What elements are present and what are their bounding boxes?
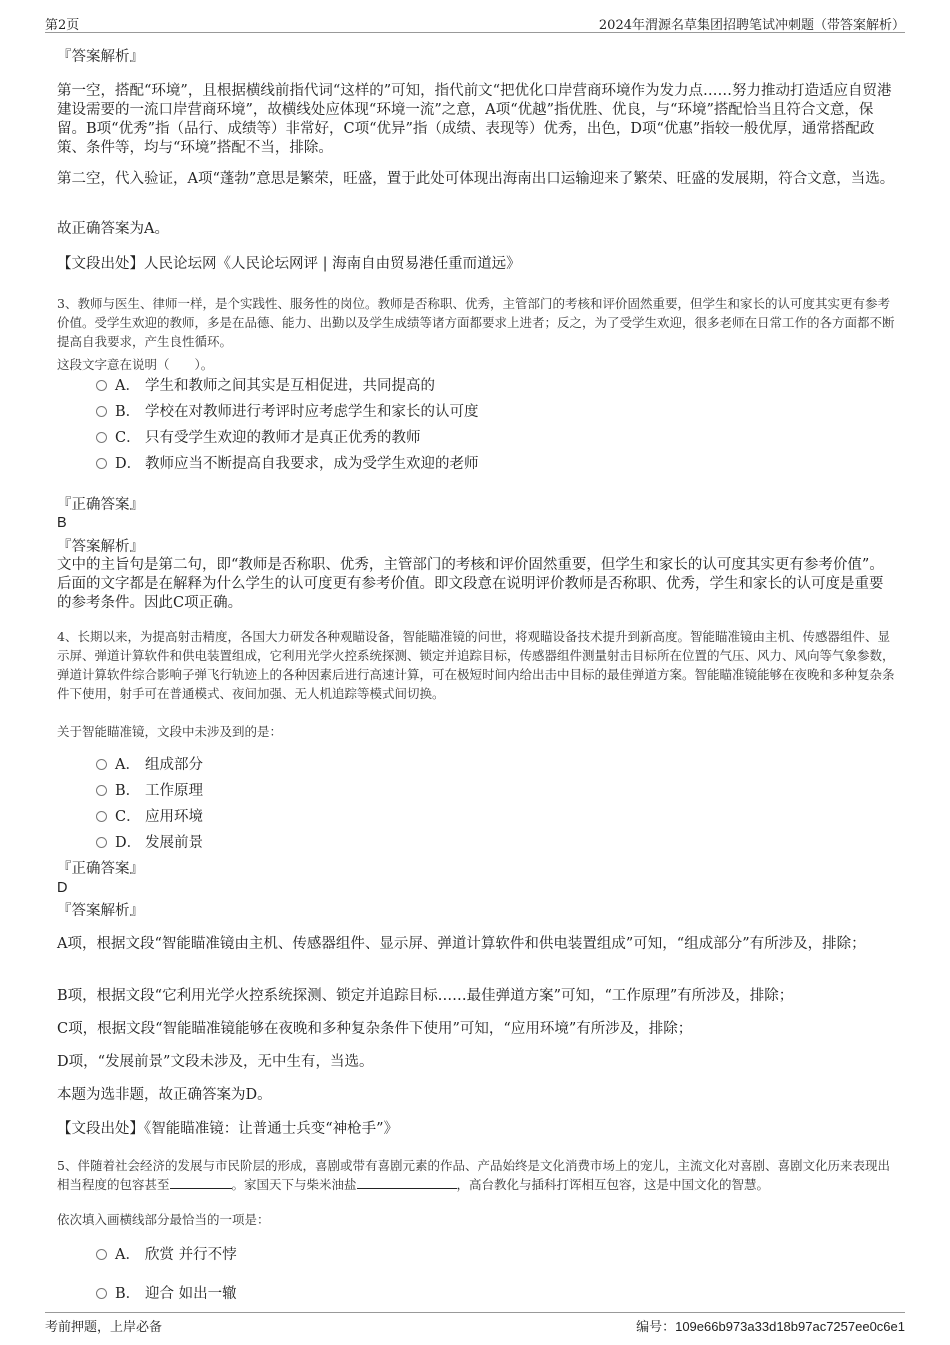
q4-question: 关于智能瞄准镜，文段中未涉及到的是：: [57, 724, 283, 739]
q4-answer: D: [57, 880, 68, 896]
q2-analysis-p1: 第一空，搭配“环境”，且根据横线前指代词“这样的”可知，指代前文“把优化口岸营商环境作为发力点……努力推动打造适应自贸港建设需要的一流口岸营商环境”，故横线处应体现“环境一流”之意，A项“优越”指优胜、优良，与“环境”搭配恰当且符合文意，保留。B项“优秀”指（品行、成绩等）非常好，C项“优异”指（成绩、表现等）优秀，出色，D项“优惠”指较一般优厚，通常搭配政策、条件等，均与“环境”搭配不当，排除。: [57, 83, 892, 156]
radio-icon[interactable]: [96, 432, 107, 443]
q3-analysis-label: 『答案解析』: [57, 539, 144, 555]
page-header: [45, 12, 905, 33]
q3-answer-label: 『正确答案』: [57, 497, 144, 513]
q4-conclusion: 本题为选非题，故正确答案为D。: [57, 1087, 272, 1103]
q4-analysis-c: C项，根据文段“智能瞄准镜能够在夜晚和多种复杂条件下使用”可知，“应用环境”有所涉及，排除；: [57, 1021, 693, 1037]
radio-icon[interactable]: [96, 458, 107, 469]
radio-icon[interactable]: [96, 759, 107, 770]
radio-icon[interactable]: [96, 380, 107, 391]
q3-answer: B: [57, 515, 67, 531]
q5-question: 依次填入画横线部分最恰当的一项是：: [57, 1212, 270, 1227]
q3-option-a[interactable]: A． 学生和教师之间其实是互相促进，共同提高的: [96, 376, 435, 396]
q2-analysis-label: 『答案解析』: [57, 49, 144, 65]
q4-option-a[interactable]: A． 组成部分: [96, 755, 203, 775]
q2-conclusion: 故正确答案为A。: [57, 221, 169, 237]
page-footer: [45, 1312, 905, 1333]
q4-source: 【文段出处】《智能瞄准镜：让普通士兵变“神枪手”》: [57, 1121, 399, 1137]
q2-source: 【文段出处】人民论坛网《人民论坛网评 | 海南自由贸易港任重而道远》: [57, 256, 521, 272]
footer-slogan: 考前押题，上岸必备: [45, 1320, 163, 1335]
q4-analysis-b: B项，根据文段“它利用光学火控系统探测、锁定并追踪目标……最佳弹道方案”可知，“工作原理”有所涉及，排除；: [57, 988, 794, 1004]
q3-analysis: 文中的主旨句是第二句，即“教师是否称职、优秀，主管部门的考核和评价固然重要，但学生和家长的认可度其实更有参考价值”。后面的文字都是在解释为什么学生的认可度更有参考价值。即文段意在说明评价教师是否称职、优秀，学生和家长的认可度是重要的参考条件。因此C项正确。: [57, 557, 884, 611]
q4-option-d[interactable]: D． 发展前景: [96, 833, 203, 853]
q5-option-a[interactable]: A． 欣赏 并行不悖: [96, 1245, 237, 1265]
q4-stem: 4、长期以来，为提高射击精度，各国大力研发各种观瞄设备，智能瞄准镜的问世，将观瞄设备技术提升到新高度。智能瞄准镜由主机、传感器组件、显示屏、弹道计算软件和供电装置组成，它利用光学火控系统探测、锁定并追踪目标，传感器组件测量射击目标所在位置的气压、风力、风向等气象参数，弹道计算软件综合影响子弹飞行轨迹上的各种因素后进行高速计算，可在极短时间内给出击中目标的最佳弹道方案。智能瞄准镜能够在夜晚和多种复杂条件下使用，射手可在普通模式、夜间加强、无人机追踪等模式间切换。: [57, 629, 895, 701]
radio-icon[interactable]: [96, 406, 107, 417]
q5-stem: 5、伴随着社会经济的发展与市民阶层的形成，喜剧或带有喜剧元素的作品、产品始终是文化消费市场上的宠儿，主流文化对喜剧、喜剧文化历来表现出相当程度的包容甚至 。家国天下与柴米油盐 ，高台教化与插科打诨相互包容，这是中国文化的智慧。: [57, 1158, 890, 1192]
q4-option-c[interactable]: C． 应用环境: [96, 807, 203, 827]
q4-analysis-d: D项，“发展前景”文段未涉及，无中生有，当选。: [57, 1054, 374, 1070]
radio-icon[interactable]: [96, 837, 107, 848]
q3-option-d[interactable]: D． 教师应当不断提高自我要求，成为受学生欢迎的老师: [96, 454, 479, 474]
radio-icon[interactable]: [96, 785, 107, 796]
q3-option-c[interactable]: C． 只有受学生欢迎的教师才是真正优秀的教师: [96, 428, 421, 448]
document-title: 2024年渭源名草集团招聘笔试冲刺题（带答案解析）: [598, 18, 905, 33]
radio-icon[interactable]: [96, 811, 107, 822]
q3-stem: 3、教师与医生、律师一样，是个实践性、服务性的岗位。教师是否称职、优秀，主管部门的考核和评价固然重要，但学生和家长的认可度其实更有参考价值。受学生欢迎的教师，多是在品德、能力、出勤以及学生成绩等诸方面都要求上进者；反之，为了受学生欢迎，很多老师在日常工作的各方面都不断提高自我要求，产生良性循环。: [57, 296, 895, 349]
radio-icon[interactable]: [96, 1249, 107, 1260]
q5-option-b[interactable]: B． 迎合 如出一辙: [96, 1284, 237, 1304]
page-number: 第2页: [45, 18, 80, 33]
q3-option-b[interactable]: B． 学校在对教师进行考评时应考虑学生和家长的认可度: [96, 402, 479, 422]
radio-icon[interactable]: [96, 1288, 107, 1299]
fill-blank-1: [170, 1175, 232, 1189]
q2-analysis-p2: 第二空，代入验证，A项“蓬勃”意思是繁荣，旺盛，置于此处可体现出海南出口运输迎来了繁荣、旺盛的发展期，符合文意，当选。: [57, 171, 895, 187]
q3-question: 这段文字意在说明（ ）。: [57, 357, 214, 372]
fill-blank-2: [357, 1175, 457, 1189]
document-code: 编号：109e66b973a33d18b97ac7257ee0c6e1: [636, 1319, 905, 1335]
q4-analysis-a: A项，根据文段“智能瞄准镜由主机、传感器组件、显示屏、弹道计算软件和供电装置组成”可知，“组成部分”有所涉及，排除；: [57, 936, 866, 952]
q4-option-b[interactable]: B． 工作原理: [96, 781, 203, 801]
q4-analysis-label: 『答案解析』: [57, 903, 144, 919]
q4-answer-label: 『正确答案』: [57, 861, 144, 877]
